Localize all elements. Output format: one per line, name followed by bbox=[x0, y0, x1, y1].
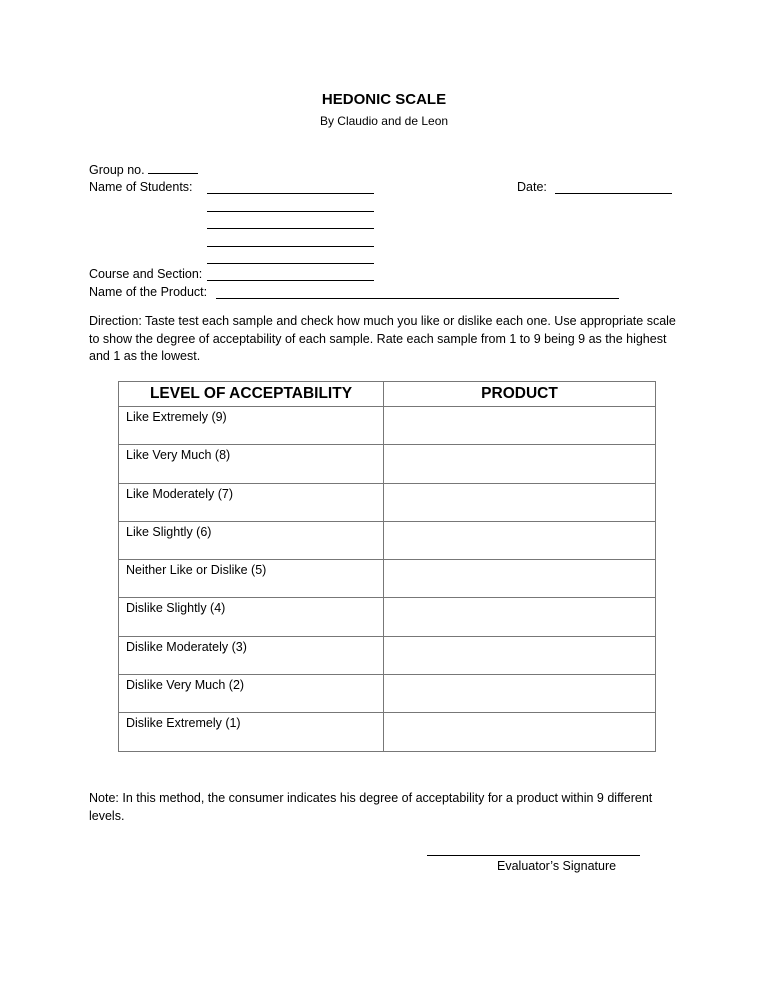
hedonic-scale-table bbox=[118, 381, 656, 752]
signature-label: Evaluator’s Signature bbox=[497, 859, 617, 873]
level-label: Like Slightly (6) bbox=[119, 521, 384, 559]
product-cell[interactable] bbox=[384, 598, 656, 636]
signature-line[interactable] bbox=[427, 843, 640, 856]
header-product: PRODUCT bbox=[384, 382, 656, 407]
student-name-line-4[interactable] bbox=[207, 234, 374, 247]
product-label: Name of the Product: bbox=[89, 285, 208, 299]
student-name-line-3[interactable] bbox=[207, 216, 374, 229]
product-cell[interactable] bbox=[384, 521, 656, 559]
product-cell[interactable] bbox=[384, 445, 656, 483]
group-input-line[interactable] bbox=[148, 161, 198, 174]
direction-text: Direction: Taste test each sample and check how much you like or dislike each one. Use appropriate scale to show the degree of acceptability of each sample. Rate each sample from 1 to 9 being 9 as the highest and 1 as the lowest. bbox=[89, 314, 676, 363]
note-text: Note: In this method, the consumer indicates his degree of acceptability for a product within 9 different levels. bbox=[89, 791, 653, 823]
product-cell[interactable] bbox=[384, 407, 656, 445]
document-title: HEDONIC SCALE bbox=[321, 91, 447, 108]
students-label: Name of Students: bbox=[89, 180, 193, 194]
level-label: Dislike Very Much (2) bbox=[119, 675, 384, 713]
course-label: Course and Section: bbox=[89, 267, 203, 281]
document-subtitle: By Claudio and de Leon bbox=[319, 114, 449, 128]
product-cell[interactable] bbox=[384, 636, 656, 674]
table-row bbox=[119, 407, 656, 445]
level-label: Dislike Moderately (3) bbox=[119, 636, 384, 674]
table-row bbox=[119, 560, 656, 598]
student-name-line-5[interactable] bbox=[207, 251, 374, 264]
table-row bbox=[119, 445, 656, 483]
product-cell[interactable] bbox=[384, 483, 656, 521]
level-label: Dislike Extremely (1) bbox=[119, 713, 384, 751]
date-input-line[interactable] bbox=[555, 181, 672, 194]
date-label: Date: bbox=[517, 180, 547, 194]
product-input-line[interactable] bbox=[216, 286, 619, 299]
table-row bbox=[119, 521, 656, 559]
table-header-row bbox=[119, 382, 656, 407]
header-level-of-acceptability: LEVEL OF ACCEPTABILITY bbox=[119, 382, 384, 407]
table-row bbox=[119, 598, 656, 636]
level-label: Dislike Slightly (4) bbox=[119, 598, 384, 636]
course-input-line[interactable] bbox=[207, 268, 374, 281]
level-label: Like Moderately (7) bbox=[119, 483, 384, 521]
level-label: Like Very Much (8) bbox=[119, 445, 384, 483]
product-cell[interactable] bbox=[384, 560, 656, 598]
table-row bbox=[119, 483, 656, 521]
group-field bbox=[89, 161, 198, 178]
student-name-line-1[interactable] bbox=[207, 181, 374, 194]
table-row bbox=[119, 636, 656, 674]
product-cell[interactable] bbox=[384, 675, 656, 713]
table-row bbox=[119, 675, 656, 713]
level-label: Neither Like or Dislike (5) bbox=[119, 560, 384, 598]
group-label: Group no. bbox=[89, 163, 145, 177]
level-label: Like Extremely (9) bbox=[119, 407, 384, 445]
table-row bbox=[119, 713, 656, 751]
student-name-line-2[interactable] bbox=[207, 199, 374, 212]
product-cell[interactable] bbox=[384, 713, 656, 751]
